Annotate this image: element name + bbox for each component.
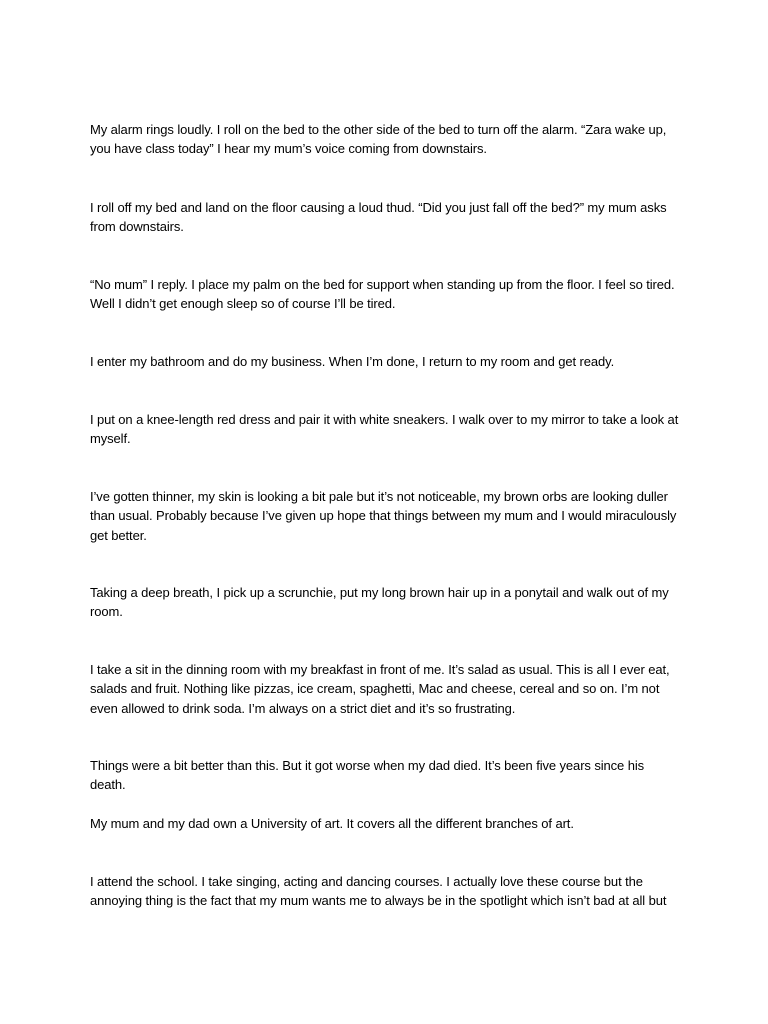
paragraph-2: I roll off my bed and land on the floor causing a loud thud. “Did you just fall off the bed?” my mum asks from downstairs. xyxy=(90,200,667,235)
paragraph-1: My alarm rings loudly. I roll on the bed to the other side of the bed to turn off the alarm. “Zara wake up, you have class today” I hear my mum’s voice coming from downstairs. xyxy=(90,122,667,157)
paragraph-8: I take a sit in the dinning room with my breakfast in front of me. It’s salad as usual. This is all I ever eat, salads and fruit. Nothing like pizzas, ice cream, spaghetti, Mac and cheese, cereal and so on. I’m not even allowed to drink soda. I’m always on a strict diet and it’s so frustrating. xyxy=(90,662,670,716)
paragraph-10: My mum and my dad own a University of art. It covers all the different branches of art. xyxy=(90,816,574,831)
paragraph-4: I enter my bathroom and do my business. When I’m done, I return to my room and get ready. xyxy=(90,354,615,369)
paragraph-3: “No mum” I reply. I place my palm on the bed for support when standing up from the floor. I feel so tired. Well I didn’t get enough sleep so of course I’ll be tired. xyxy=(90,277,675,312)
paragraph-11: I attend the school. I take singing, acting and dancing courses. I actually love these course but the annoying thing is the fact that my mum wants me to always be in the spotlight which isn’t bad at all but xyxy=(90,874,667,909)
paragraph-6: I’ve gotten thinner, my skin is looking a bit pale but it’s not noticeable, my brown orbs are looking duller than usual. Probably because I’ve given up hope that things between my mum and I would miraculously get better. xyxy=(90,489,677,543)
paragraph-7: Taking a deep breath, I pick up a scrunchie, put my long brown hair up in a ponytail and walk out of my room. xyxy=(90,585,669,620)
paragraph-5: I put on a knee-length red dress and pair it with white sneakers. I walk over to my mirror to take a look at myself. xyxy=(90,412,679,447)
paragraph-9: Things were a bit better than this. But it got worse when my dad died. It’s been five years since his death. xyxy=(90,758,645,793)
